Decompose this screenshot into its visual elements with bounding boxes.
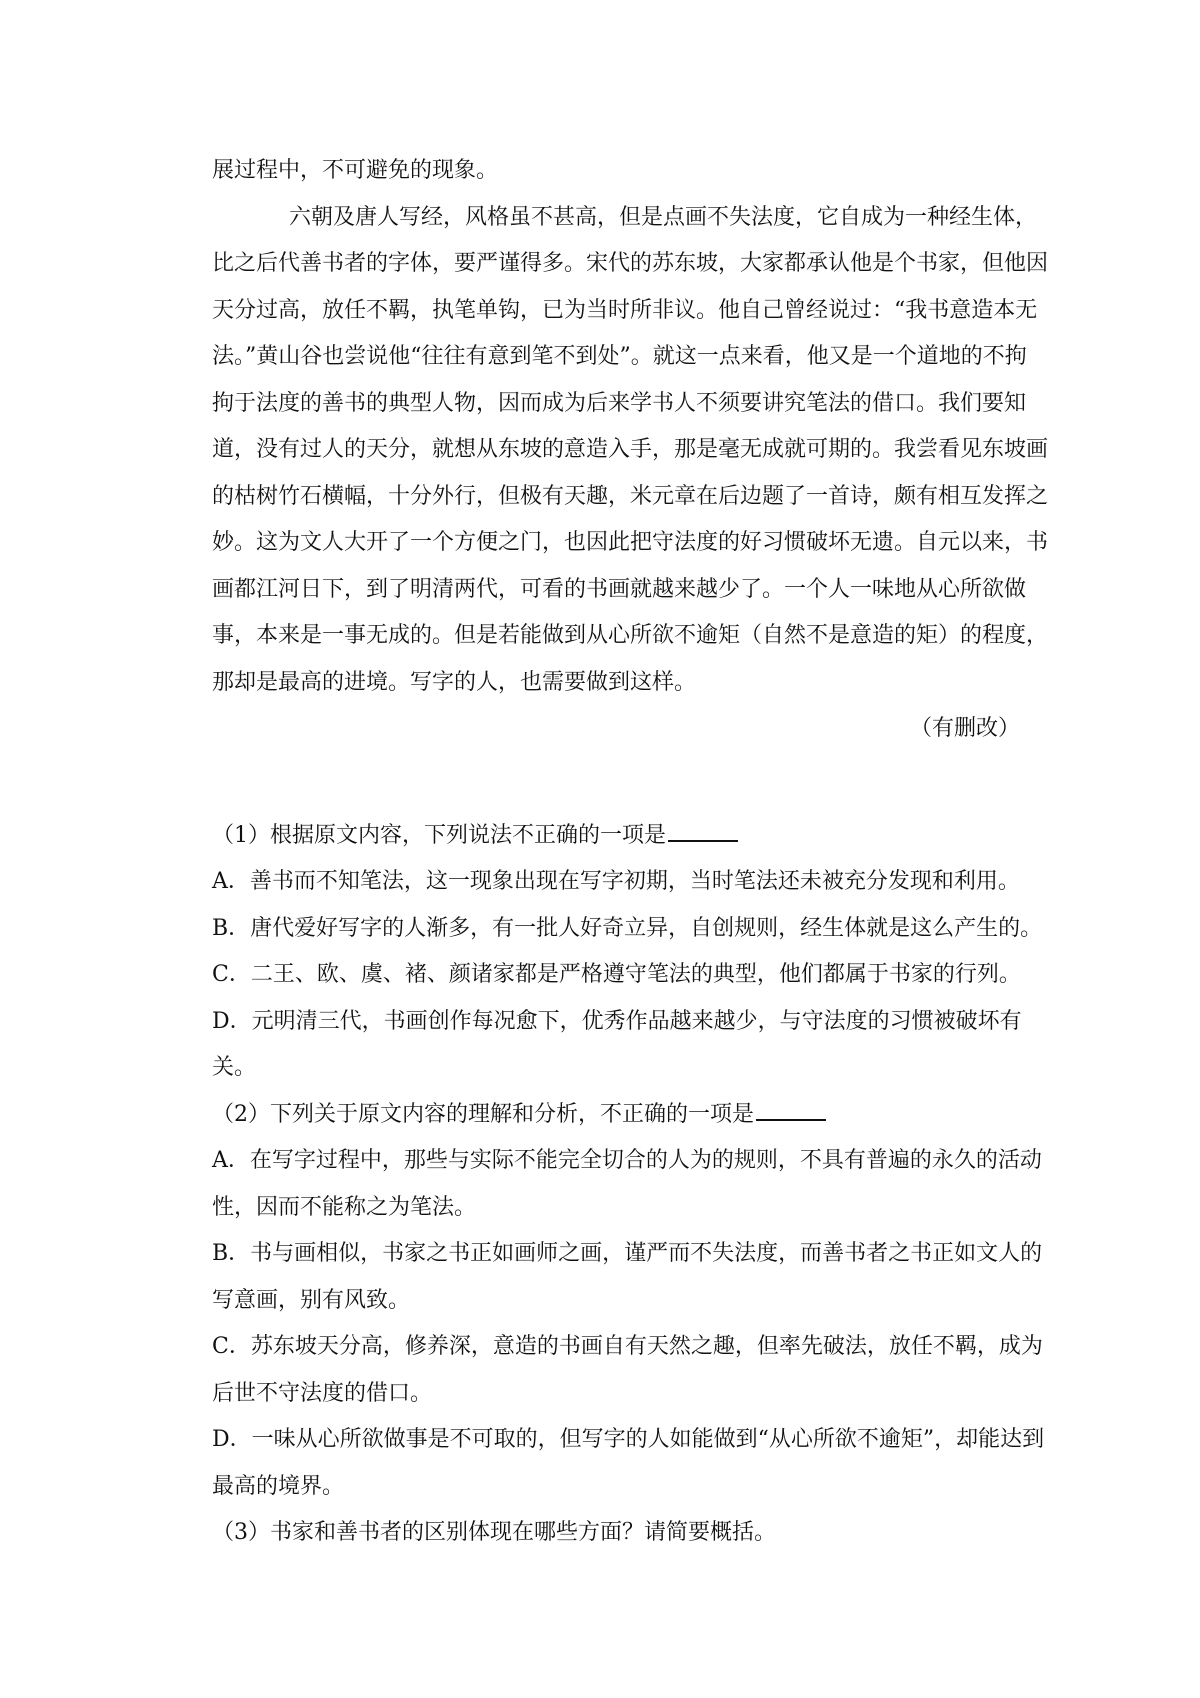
source-note: （有删改）: [909, 716, 1020, 741]
question-1-option-c: C．二王、欧、虞、褚、颜诸家都是严格遵守笔法的典型，他们都属于书家的行列。: [212, 962, 1021, 987]
answer-blank[interactable]: [756, 1097, 826, 1121]
question-2-stem: [212, 1092, 1022, 1139]
question-2-option-a: A．在写字过程中，那些与实际不能完全切合的人为的规则，不具有普遍的永久的活动: [212, 1148, 1042, 1173]
document-content: [212, 148, 1049, 1557]
passage-line: 法。”黄山谷也尝说他“往往有意到笔不到处”。就这一点来看，他又是一个道地的不拘: [212, 344, 1027, 369]
section-gap: [212, 753, 1022, 813]
passage-line: 事，本来是一事无成的。但是若能做到从心所欲不逾矩（自然不是意造的矩）的程度，: [212, 623, 1049, 648]
question-1-option-b: B．唐代爱好写字的人渐多，有一批人好奇立异，自创规则，经生体就是这么产生的。: [212, 915, 1043, 941]
passage-line: 的枯树竹石横幅，十分外行，但极有天趣，米元章在后边题了一首诗，颇有相互发挥之: [212, 483, 1049, 509]
passage-line: 画都江河日下，到了明清两代，可看的书画就越来越少了。一个人一味地从心所欲做: [212, 576, 1027, 602]
question-1-option-a: A．善书而不知笔法，这一现象出现在写字初期，当时笔法还未被充分发现和利用。: [212, 869, 1020, 894]
question-2-option-d-cont: 最高的境界。: [212, 1473, 345, 1499]
question-1-option-d: D．元明清三代，书画创作每况愈下，优秀作品越来越少，与守法度的习惯被破坏有: [212, 1008, 1022, 1034]
passage-line: 比之后代善书者的字体，要严谨得多。宋代的苏东坡，大家都承认他是个书家，但他因: [212, 251, 1049, 276]
passage-line: 妙。这为文人大开了一个方便之门，也因此把守法度的好习惯破坏无遗。自元以来，书: [212, 530, 1049, 555]
question-3-stem: （3）书家和善书者的区别体现在哪些方面？请简要概括。: [212, 1520, 776, 1545]
passage-paragraph-start: 六朝及唐人写经，风格虽不甚高，但是点画不失法度，它自成为一种经生体，: [289, 204, 1038, 230]
question-2-option-d: D．一味从心所欲做事是不可取的，但写字的人如能做到“从心所欲不逾矩”，却能达到: [212, 1427, 1045, 1452]
question-1-stem: [212, 813, 1022, 860]
question-2-option-c: C．苏东坡天分高，修养深，意造的书画自有天然之趣，但率先破法，放任不羁，成为: [212, 1334, 1043, 1359]
passage-line: 那却是最高的进境。写字的人，也需要做到这样。: [212, 669, 697, 695]
question-2-text: （2）下列关于原文内容的理解和分析，不正确的一项是: [212, 1101, 754, 1127]
question-2-option-a-cont: 性，因而不能称之为笔法。: [212, 1194, 477, 1220]
passage-line: 道，没有过人的天分，就想从东坡的意造入手，那是毫无成就可期的。我尝看见东坡画: [212, 437, 1049, 462]
question-2-option-b-cont: 写意画，别有风致。: [212, 1287, 411, 1313]
passage-line: 拘于法度的善书的典型人物，因而成为后来学书人不须要讲究笔法的借口。我们要知: [212, 390, 1027, 416]
question-1-option-d-cont: 关。: [212, 1055, 257, 1080]
question-2-option-c-cont: 后世不守法度的借口。: [212, 1380, 433, 1406]
passage-line: 天分过高，放任不羁，执笔单钩，已为当时所非议。他自己曾经说过：“我书意造本无: [212, 297, 1038, 323]
passage-line: 展过程中，不可避免的现象。: [212, 158, 499, 183]
answer-blank[interactable]: [668, 818, 738, 842]
question-1-text: （1）根据原文内容，下列说法不正确的一项是: [212, 822, 666, 848]
question-2-option-b: B．书与画相似，书家之书正如画师之画，谨严而不失法度，而善书者之书正如文人的: [212, 1241, 1043, 1266]
